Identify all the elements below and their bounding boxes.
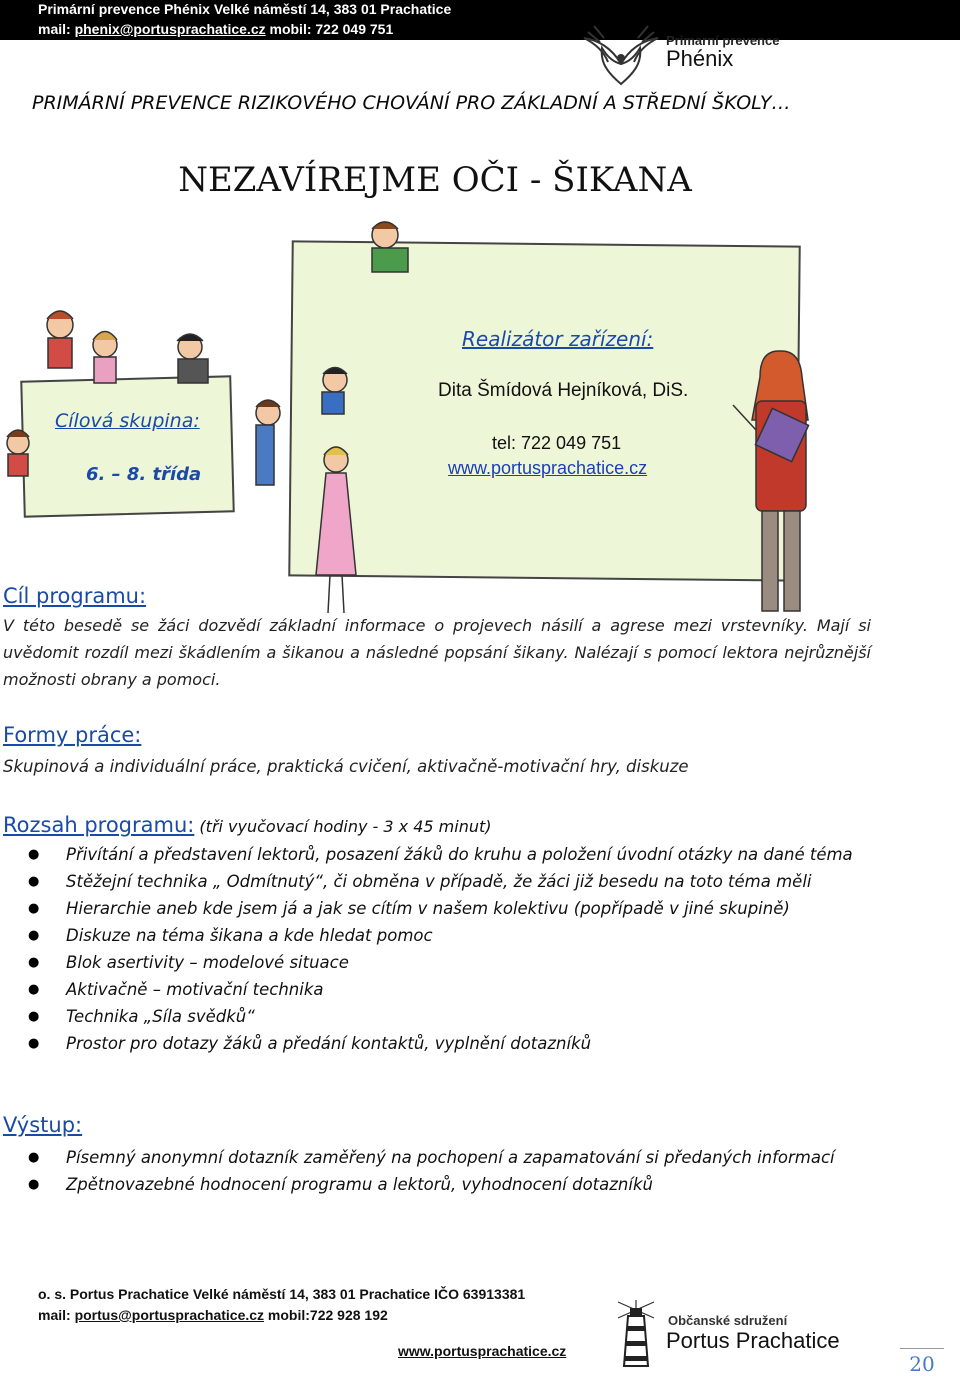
list-item: ● Technika „Síla svědků“ <box>0 1003 880 1030</box>
list-item: ● Stěžejní technika „ Odmítnutý“, či obměna v případě, že žáci již besedu na toto téma měli <box>0 868 880 895</box>
list-item: ● Přivítání a představení lektorů, posazení žáků do kruhu a položení úvodní otázky na dané téma <box>0 841 880 868</box>
goal-heading <box>3 584 146 608</box>
output-list <box>0 1144 880 1198</box>
target-group-heading: Cílová skupina: <box>55 410 200 432</box>
page-number: 20 <box>900 1348 944 1376</box>
list-item: ● Blok asertivity – modelové situace <box>0 949 880 976</box>
logo-portus-name: Portus Prachatice <box>666 1328 840 1353</box>
logo-portus-small: Občanské sdružení <box>668 1313 788 1328</box>
logo-phenix-name: Phénix <box>666 46 734 71</box>
footer-address: o. s. Portus Prachatice Velké náměstí 14, 383 01 Prachatice IČO 63913381 <box>38 1286 526 1302</box>
footer-mobile: mobil:722 928 192 <box>264 1307 388 1323</box>
list-item: ● Zpětnovazebné hodnocení programu a lektorů, vyhodnocení dotazníků <box>0 1171 880 1198</box>
footer-contacts <box>38 1307 388 1323</box>
phenix-bird-logo <box>578 18 664 90</box>
header-mail-label: mail: <box>38 21 75 37</box>
realizer-tel: tel: 722 049 751 <box>492 433 622 453</box>
scope-heading-text: Rozsah programu: <box>3 813 195 837</box>
realizer-web-link[interactable]: www.portusprachatice.cz <box>448 458 648 478</box>
realizer-name: Dita Šmídová Hejníková, DiS. <box>438 380 689 401</box>
goal-text: V této besedě se žáci dozvědí základní informace o projevech násilí a agrese mezi vrstevníky. Mají si uvědomit rozdíl mezi škádlením a šikanou a následné popsání šikany. Nalézají s pomocí lektora nejrůznější možnosti obrany a pomoci. <box>3 616 871 689</box>
scope-note: (tři vyučovací hodiny - 3 x 45 minut) <box>194 817 492 836</box>
footer-web-link[interactable]: www.portusprachatice.cz <box>398 1343 567 1359</box>
page-subtitle: PRIMÁRNÍ PREVENCE RIZIKOVÉHO CHOVÁNÍ PRO ZÁKLADNÍ A STŘEDNÍ ŠKOLY… <box>32 92 791 114</box>
footer-mail-link[interactable]: portus@portusprachatice.cz <box>74 1307 265 1323</box>
realizer-heading: Realizátor zařízení: <box>462 327 654 351</box>
target-group-value: 6. – 8. třída <box>86 464 202 485</box>
list-item: ● Prostor pro dotazy žáků a předání kontaktů, vyplnění dotazníků <box>0 1030 880 1057</box>
list-item: ● Diskuze na téma šikana a kde hledat pomoc <box>0 922 880 949</box>
list-item: ● Písemný anonymní dotazník zaměřený na pochopení a zapamatování si předaných informací <box>0 1144 880 1171</box>
header-contacts <box>38 21 393 37</box>
logo-phenix-small: Primarní prevence <box>666 33 780 48</box>
list-item: ● Aktivačně – motivační technika <box>0 976 880 1003</box>
output-heading: Výstup: <box>3 1113 83 1137</box>
header-address: Primární prevence Phénix Velké náměstí 14, 383 01 Prachatice <box>38 1 452 17</box>
forms-heading-text: Formy práce: <box>3 723 142 747</box>
header-mail-link[interactable]: phenix@portusprachatice.cz <box>74 21 266 37</box>
forms-text: Skupinová a individuální práce, praktická cvičení, aktivačně-motivační hry, diskuze <box>3 757 689 776</box>
forms-heading <box>3 723 141 747</box>
footer-mail-label: mail: <box>38 1307 75 1323</box>
header-mobile: mobil: 722 049 751 <box>265 21 394 37</box>
scope-heading <box>3 813 492 837</box>
scope-list <box>0 841 880 1057</box>
goal-heading-text: Cíl programu: <box>3 584 147 608</box>
page-title: NEZAVÍREJME OČI - ŠIKANA <box>178 160 692 200</box>
lighthouse-logo <box>608 1296 664 1372</box>
list-item: ● Hierarchie aneb kde jsem já a jak se cítím v našem kolektivu (popřípadě v jiné skupině) <box>0 895 880 922</box>
